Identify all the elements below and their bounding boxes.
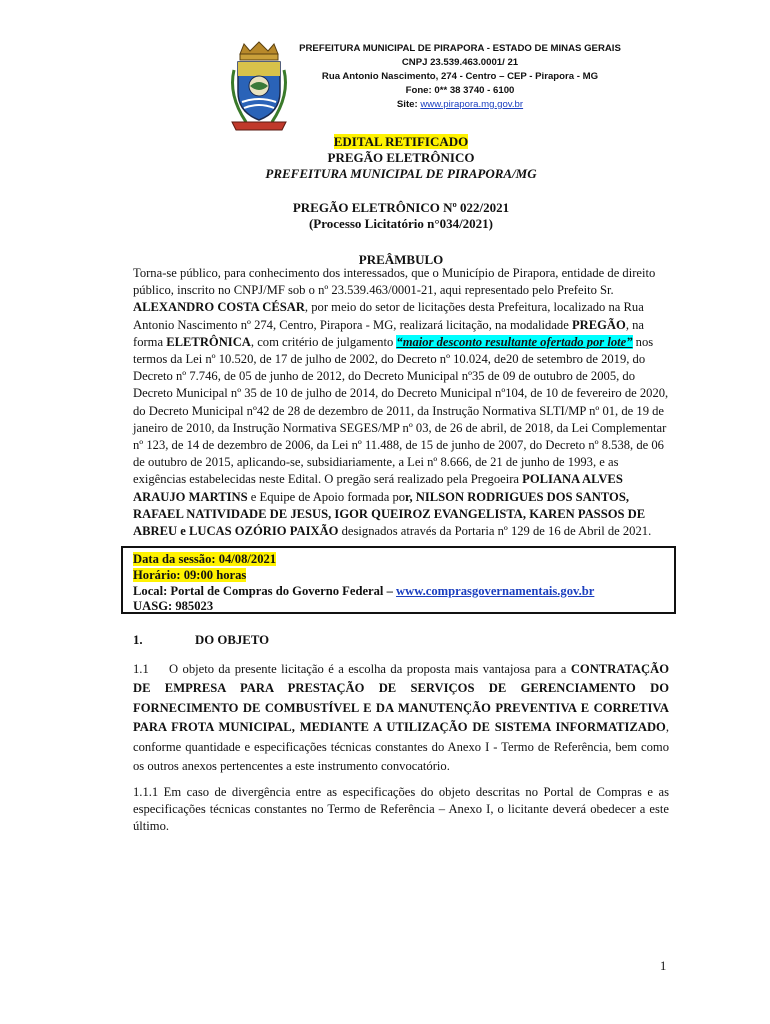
session-time: Horário: 09:00 horas — [133, 567, 247, 582]
preamble-text-3: , na forma — [133, 317, 645, 349]
criterio-julgamento: “maior desconto resultante ofertado por lote” — [396, 334, 633, 349]
preamble-text-2: , por meio do setor de licitações desta Prefeitura, localizado na Rua Antonio Nascimento nº 274, Centro, Pirapora - MG, realizará licitação, na modalidade — [133, 300, 644, 332]
section-1-title: DO OBJETO — [195, 633, 270, 647]
paragraph-1-1-text-c: , conforme quantidade e especificações técnicas constantes do Anexo I - Termo de Referência, bem como os outros anexos pertencentes a este instrumento convocatório. — [133, 720, 669, 774]
site-line — [290, 98, 630, 112]
preamble-text-5: nos termos da Lei nº 10.520, de 17 de julho de 2002, do Decreto nº 10.024, de20 de setembro de 2019, do Decreto nº 7.746, de 05 de junho de 2012, do Decreto Municipal nº35 de 09 de outubro de 2005, do Decreto Municipal nº 35 de 10 de julho de 2014, do Decreto Municipal nº104, de 10 de fevereiro de 2020, do Decreto Municipal nº42 de 28 de dezembro de 2011, da Instrução Normativa SLTI/MP nº 01, de 19 de janeiro de 2010, da Instrução Normativa SEGES/MP nº 03, de 26 de abril, de 2018, da Lei Complementar nº 123, de 14 de dezembro de 2006, da Lei nº 11.488, de 15 de junho de 2007, do Decreto nº 8.538, de 06 de outubro de 2015, aplicando-se, subsidiariamente, a Lei nº 8.666, de 21 de junho de 1993, e as exigências estabelecidas neste Edital. O pregão será realizado pela Pregoeira — [133, 334, 669, 487]
site-label: Site: — [396, 99, 418, 110]
prefeitura-title: PREFEITURA MUNICIPAL DE PIRAPORA/MG — [265, 166, 537, 181]
preamble-text-4: , com critério de julgamento — [250, 334, 397, 349]
preamble-text-7: designados através da Portaria nº 129 de 16 de Abril de 2021. — [338, 524, 652, 539]
session-local-label: Local: Portal de Compras do Governo Federal – — [133, 583, 397, 598]
paragraph-1-1-object: CONTRATAÇÃO DE EMPRESA PARA PRESTAÇÃO DE SERVIÇOS DE GERENCIAMENTO DO FORNECIMENTO DE COMBUSTÍVEL E DA MANUTENÇÃO PREVENTIVA E CORRETIVA PARA FROTA MUNICIPAL, MEDIANTE A UTILIZAÇÃO DE SISTEMA INFORMATIZADO — [133, 662, 669, 735]
session-local — [133, 584, 664, 600]
section-1-number: 1. — [133, 633, 143, 647]
paragraph-1-1-text-a: O objeto da presente licitação é a escolha da proposta mais vantajosa para a — [169, 662, 571, 676]
site-link[interactable]: www.pirapora.mg.gov.br — [420, 99, 524, 110]
paragraph-1-1-number: 1.1 — [133, 662, 149, 676]
paragraph-1-1 — [133, 660, 669, 776]
edital-title: EDITAL RETIFICADO — [333, 134, 469, 149]
document-titles — [133, 134, 669, 268]
paragraph-1-1-1: 1.1.1 Em caso de divergência entre as especificações do objeto descritas no Portal de Compras e as especificações técnicas constantes no Termo de Referência – Anexo I, o licitante deverá obedecer a este último. — [133, 785, 669, 834]
preamble-paragraph — [133, 265, 669, 540]
equipe-apoio: r, NILSON RODRIGUES DOS SANTOS, RAFAEL NATIVIDADE DE JESUS, IGOR QUEIROZ EVANGELISTA, KAREN PASSOS DE ABREU e LUCAS OZÓRIO PAIXÃO — [133, 489, 646, 539]
address-line: Rua Antonio Nascimento, 274 - Centro – CEP - Pirapora - MG — [321, 71, 599, 82]
pregoeira-name: POLIANA ALVES ARAUJO MARTINS — [133, 472, 623, 504]
session-info-box — [121, 546, 676, 614]
forma: ELETRÔNICA — [166, 334, 251, 349]
compras-link[interactable]: www.comprasgovernamentais.gov.br — [396, 583, 595, 598]
preamble-text-1: Torna-se público, para conhecimento dos interessados, que o Município de Pirapora, entidade de direito público, inscrito no CNPJ/MF sob o nº 23.539.463/0001-21, aqui representado pelo Prefeito Sr. — [133, 266, 656, 298]
org-line: PREFEITURA MUNICIPAL DE PIRAPORA - ESTADO DE MINAS GERAIS — [299, 43, 621, 54]
session-date: Data da sessão: 04/08/2021 — [133, 552, 277, 566]
preambulo-heading: PREÂMBULO — [358, 252, 444, 267]
preamble-text-6: e Equipe de Apoio formada po — [247, 489, 406, 504]
session-uasg: UASG: 985023 — [133, 599, 214, 614]
page-number: 1 — [660, 959, 667, 973]
pregao-number: PREGÃO ELETRÔNICO Nº 022/2021 — [292, 200, 510, 215]
municipal-coat-of-arms-icon — [226, 40, 292, 132]
prefeito-name: ALEXANDRO COSTA CÉSAR — [133, 300, 305, 315]
modalidade: PREGÃO — [571, 317, 626, 332]
pregao-title: PREGÃO ELETRÔNICO — [327, 150, 475, 165]
cnpj-line: CNPJ 23.539.463.0001/ 21 — [401, 57, 519, 68]
phone-line: Fone: 0** 38 3740 - 6100 — [405, 85, 515, 96]
processo-number: (Processo Licitatório n°034/2021) — [308, 216, 494, 231]
section-1-heading — [133, 633, 269, 648]
letterhead — [290, 42, 630, 112]
